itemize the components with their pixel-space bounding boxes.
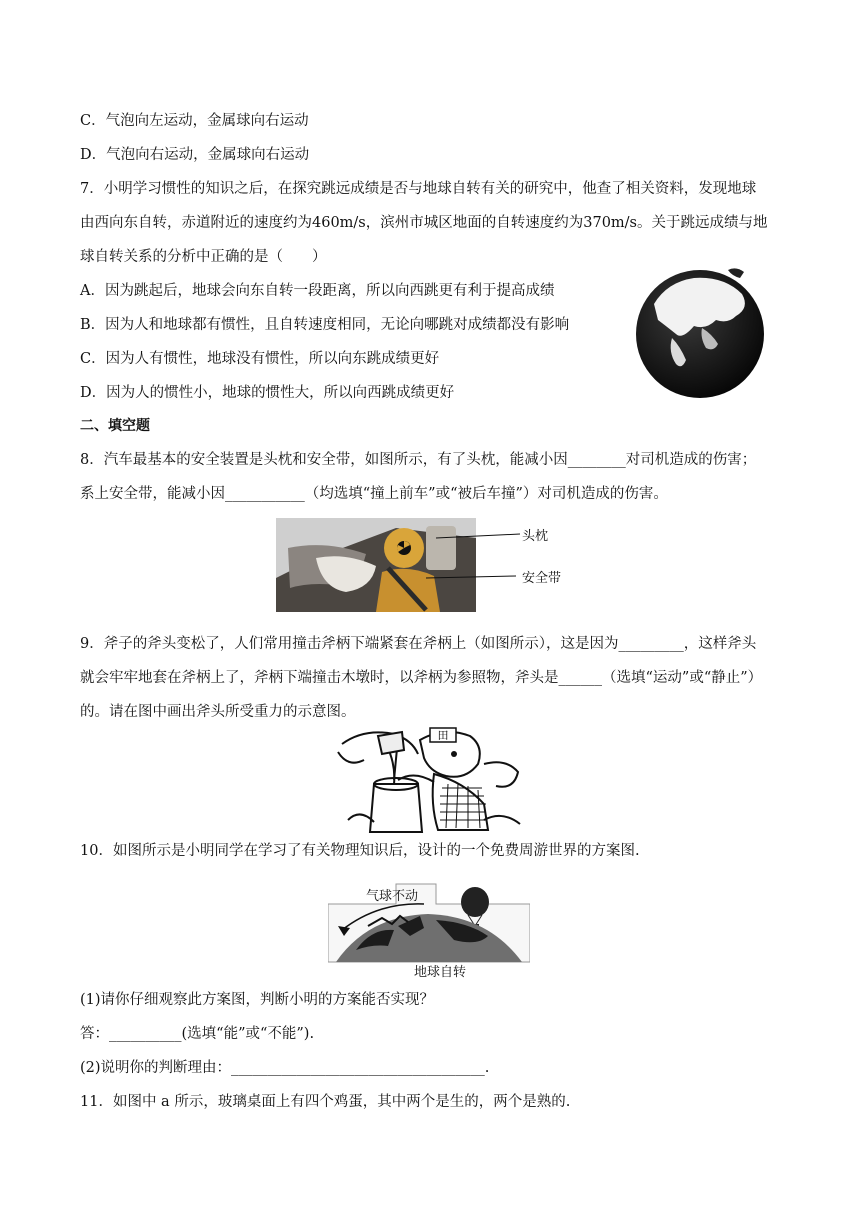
balloon-label: 气球不动 (366, 889, 419, 904)
q7-stem-line-3: 球自转关系的分析中正确的是（ ） (80, 249, 327, 265)
q6-option-c: C．气泡向左运动，金属球向右运动 (80, 113, 309, 129)
crash-test-dummy-image (276, 518, 586, 612)
q8-line-1: 8．汽车最基本的安全装置是头枕和安全带，如图所示，有了头枕，能减小因________对司机造成的伤害； (80, 452, 757, 468)
q6-option-d: D．气泡向右运动，金属球向右运动 (80, 147, 310, 163)
axe-cartoon-image (334, 724, 530, 834)
balloon-earth-scheme-image (328, 880, 530, 978)
earth-rotation-label: 地球自转 (414, 965, 467, 978)
q11-stem: 11．如图中 a 所示，玻璃桌面上有四个鸡蛋，其中两个是生的，两个是熟的. (80, 1094, 571, 1110)
q8-line-2: 系上安全带，能减小因___________（均选填“撞上前车”或“被后车撞”）对司机造成的伤害。 (80, 486, 668, 502)
q7-stem-line-1: 7．小明学习惯性的知识之后，在探究跳远成绩是否与地球自转有关的研究中，他查了相关资料，发现地球 (80, 181, 757, 197)
q10-answer-1: 答：__________(选填“能”或“不能”). (80, 1026, 315, 1042)
q7-option-b: B．因为人和地球都有惯性，且自转速度相同，无论向哪跳对成绩都没有影响 (80, 317, 570, 333)
headrest-label: 头枕 (522, 529, 549, 544)
section-heading: 二、填空题 (80, 418, 150, 434)
seatbelt-label: 安全带 (522, 571, 562, 586)
earth-globe-image (632, 264, 772, 402)
q7-option-c: C．因为人有惯性，地球没有惯性，所以向东跳成绩更好 (80, 351, 440, 367)
q10-stem: 10．如图所示是小明同学在学习了有关物理知识后，设计的一个免费周游世界的方案图. (80, 843, 640, 859)
q9-line-1: 9．斧子的斧头变松了，人们常用撞击斧柄下端紧套在斧柄上（如图所示），这是因为_________，这样斧头 (80, 636, 757, 652)
q7-option-a: A．因为跳起后，地球会向东自转一段距离，所以向西跳更有利于提高成绩 (80, 283, 555, 299)
hat-character: 田 (437, 729, 449, 742)
q9-line-3: 的。请在图中画出斧头所受重力的示意图。 (80, 704, 356, 720)
q7-option-d: D．因为人的惯性小，地球的惯性大，所以向西跳成绩更好 (80, 385, 455, 401)
q9-line-2: 就会牢牢地套在斧柄上了，斧柄下端撞击木墩时，以斧柄为参照物，斧头是______（选填“运动”或“静止”） (80, 670, 763, 686)
q10-subquestion-2: (2)说明你的判断理由：___________________________________. (80, 1060, 490, 1076)
q10-subquestion-1: (1)请你仔细观察此方案图，判断小明的方案能否实现？ (80, 992, 435, 1008)
q7-stem-line-2: 由西向东自转，赤道附近的速度约为460m/s，滨州市城区地面的自转速度约为370m/s。关于跳远成绩与地 (80, 215, 768, 231)
